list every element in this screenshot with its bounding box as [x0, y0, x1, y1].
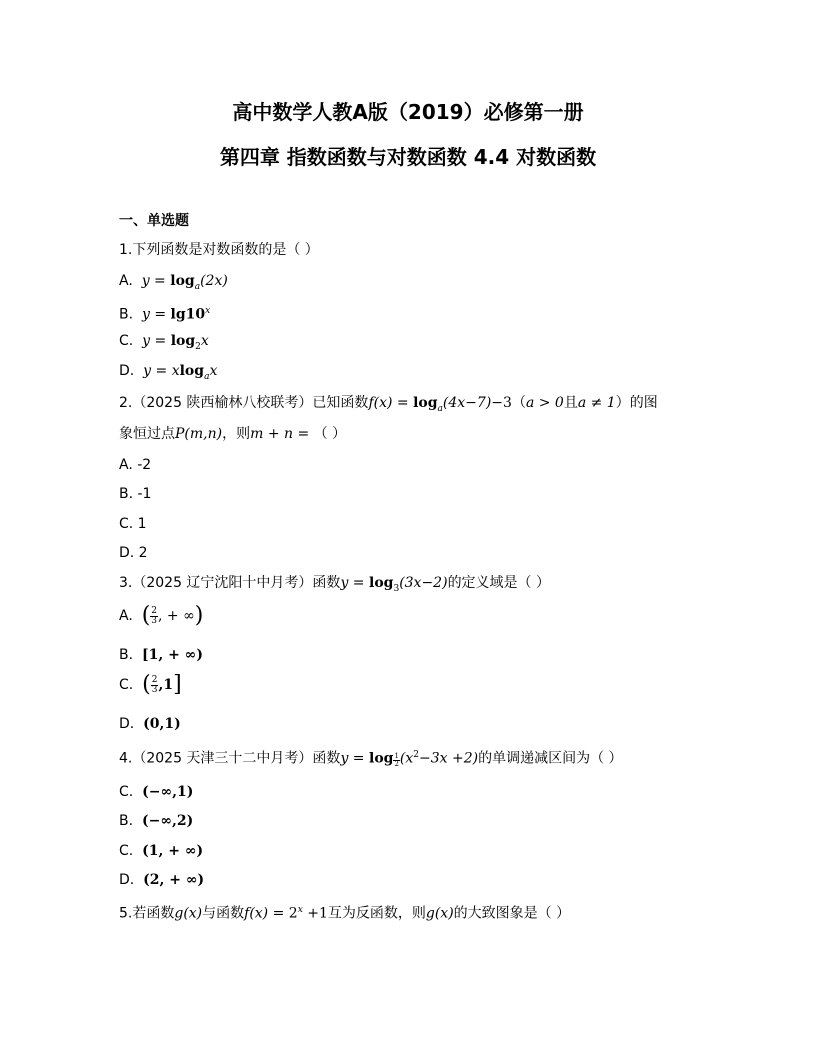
log-base-fraction: $\frac{1}{2}$	[394, 752, 399, 769]
option-label: C.	[119, 677, 134, 693]
fraction: $\frac{2}{3}$	[151, 605, 158, 626]
option-label: B.	[119, 647, 134, 663]
option-label: B.	[119, 813, 134, 829]
q4-option-b: B. (−∞,2)	[119, 813, 194, 829]
q1-option-a: A. $y = \log_a(2x)$	[119, 273, 228, 292]
chapter-subtitle: 第四章 指数函数与对数函数 4.4 对数函数	[219, 145, 597, 169]
q4-option-a: C. (−∞,1)	[119, 784, 194, 800]
option-label: C.	[119, 784, 134, 800]
q3-option-b: B. [1, + ∞)	[119, 647, 203, 663]
question-3-stem: 3.（2025 辽宁沈阳十中月考）函数$y = \log_3(3x-2)$的定义域是（ ）	[119, 575, 551, 594]
option-label: A.	[119, 608, 133, 624]
q2-option-d: D. 2	[119, 545, 148, 561]
question-4-stem: 4.（2025 天津三十二中月考）函数y = log $\frac{1}{2}$ $(x^2-3x +2)$的单调递减区间为（ ）	[119, 750, 623, 769]
option-label: D.	[119, 872, 135, 888]
question-5-stem: 5.若函数g(x)与函数$f(x) = 2^x +1$互为反函数，则g(x)的大致图象是（ ）	[119, 905, 571, 922]
q2-option-c: C. 1	[119, 516, 147, 532]
question-1-stem: 1.下列函数是对数函数的是（ ）	[119, 242, 319, 258]
option-label: C.	[119, 843, 134, 859]
q3-option-d: D. (0,1)	[119, 716, 181, 732]
option-label: D.	[119, 363, 135, 379]
option-label: A.	[119, 273, 133, 289]
q3-option-a: A. ( $\frac{2}{3}$ , + ∞)	[119, 603, 204, 628]
q2-option-a: A. -2	[119, 457, 152, 473]
q2-option-b: B. -1	[119, 486, 152, 502]
question-2-stem-line-1: 2.（2025 陕西榆林八校联考）已知函数$f(x) = \log_a(4x-7)-3(a > 0$且a ≠ 1）的图	[119, 395, 658, 414]
section-heading: 一、单选题	[119, 213, 189, 229]
question-2-stem-line-2: 象恒过点P(m,n)，则m + n = （ ）	[119, 426, 347, 442]
option-label: C.	[119, 333, 134, 349]
q1-option-c: C. $y = \log_2x$	[119, 333, 209, 352]
document-title: 高中数学人教A版（2019）必修第一册	[232, 100, 584, 124]
fraction: $\frac{2}{3}$	[151, 674, 158, 695]
q4-option-d: D. (2, + ∞)	[119, 872, 205, 888]
q4-option-c: C. (1, + ∞)	[119, 843, 204, 859]
q1-option-d: D. y = xlog$_a$x	[119, 363, 218, 382]
option-label: D.	[119, 716, 135, 732]
q3-option-c: C. ( $\frac{2}{3}$ ,1]	[119, 672, 182, 697]
option-label: B.	[119, 306, 134, 323]
q1-option-b: B. $y = \lg 10^x$	[119, 306, 211, 323]
